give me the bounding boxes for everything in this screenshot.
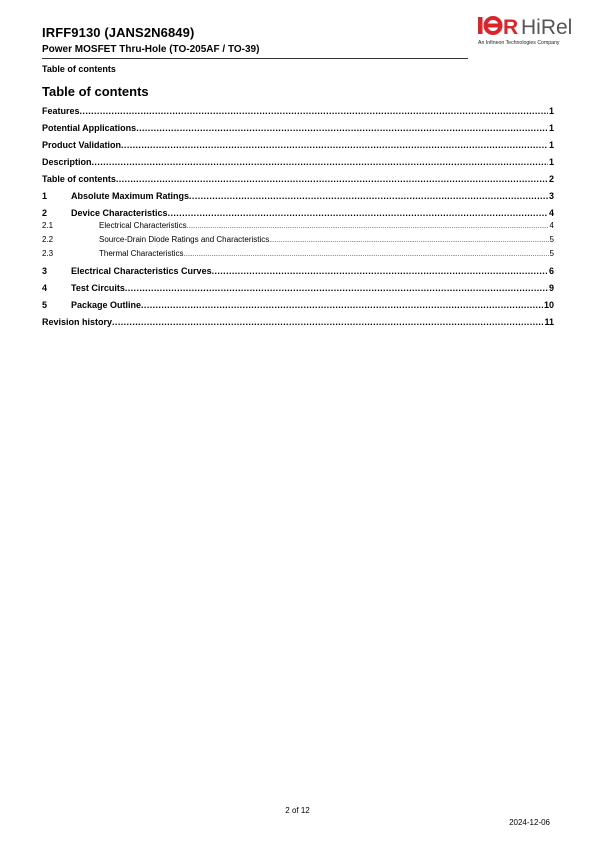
toc-dot-leader	[112, 317, 543, 327]
toc-entry-title: Features	[42, 106, 80, 116]
toc-dot-leader	[212, 266, 548, 276]
header-divider	[42, 58, 468, 59]
toc-entry[interactable]	[42, 208, 554, 220]
logo-o-mark	[484, 18, 502, 33]
toc-dot-leader	[80, 106, 548, 116]
toc-dot-leader	[116, 174, 548, 184]
logo-tagline: An Infineon Technologies Company	[478, 40, 560, 46]
toc-entry-page: 1	[548, 140, 554, 150]
toc-entry[interactable]	[42, 300, 554, 312]
toc-dot-leader	[141, 300, 543, 310]
toc-dot-leader	[189, 191, 548, 201]
toc-entry[interactable]	[42, 174, 554, 186]
toc-entry-title: Package Outline	[71, 300, 142, 310]
toc-entry-number: 2	[42, 208, 48, 218]
toc-dot-leader	[121, 140, 548, 150]
toc-heading: Table of contents	[42, 84, 149, 99]
logo-i-bar	[478, 17, 483, 34]
toc-entry-title: Revision history	[42, 317, 113, 327]
toc-entry-page: 4	[549, 221, 554, 230]
toc-entry[interactable]	[42, 123, 554, 135]
toc-entry-number: 1	[42, 191, 48, 201]
toc-entry-title: Electrical Characteristics Curves	[71, 266, 212, 276]
toc-dot-leader	[168, 208, 548, 218]
toc-entry[interactable]	[42, 106, 554, 118]
toc-entry-page: 4	[548, 208, 554, 218]
toc-entry-page: 2	[548, 174, 554, 184]
toc-entry-title: Test Circuits	[71, 283, 125, 293]
toc-dot-leader	[136, 123, 548, 133]
document-date: 2024-12-06	[509, 818, 550, 827]
toc-entry-title: Source-Drain Diode Ratings and Characteristics	[99, 235, 270, 244]
toc-entry-number: 2.2	[42, 235, 54, 244]
toc-entry-title: Potential Applications	[42, 123, 137, 133]
document-subtitle: Power MOSFET Thru-Hole (TO-205AF / TO-39)	[42, 44, 260, 55]
toc-entry[interactable]	[42, 140, 554, 152]
toc-entry-page: 11	[544, 317, 554, 327]
toc-entry-title: Thermal Characteristics	[99, 249, 184, 258]
document-title: IRFF9130 (JANS2N6849)	[42, 25, 195, 40]
toc-dot-leader	[187, 224, 549, 230]
toc-dot-leader	[92, 157, 548, 167]
logo-r-letter: R	[503, 16, 519, 39]
page-number: 2 of 12	[285, 806, 310, 815]
running-section-title: Table of contents	[42, 64, 116, 74]
toc-entry-number: 2.3	[42, 249, 54, 258]
toc-entry[interactable]	[42, 191, 554, 203]
toc-entry[interactable]	[42, 235, 554, 246]
toc-entry-number: 4	[42, 283, 48, 293]
toc-entry[interactable]	[42, 249, 554, 260]
toc-dot-leader	[183, 252, 548, 258]
toc-entry-title: Description	[42, 157, 92, 167]
toc-entry-title: Absolute Maximum Ratings	[71, 191, 190, 201]
toc-entry-page: 10	[543, 300, 554, 310]
toc-entry-page: 6	[548, 266, 554, 276]
toc-entry-page: 5	[549, 249, 554, 258]
toc-entry-title: Table of contents	[42, 174, 116, 184]
toc-entry[interactable]	[42, 221, 554, 232]
toc-dot-leader	[125, 283, 548, 293]
toc-entry-page: 5	[549, 235, 554, 244]
toc-entry-number: 5	[42, 300, 48, 310]
toc-entry-title: Product Validation	[42, 140, 122, 150]
toc-entry-page: 1	[548, 157, 554, 167]
toc-entry-page: 3	[548, 191, 554, 201]
toc-entry[interactable]	[42, 157, 554, 169]
toc-dot-leader	[269, 238, 548, 244]
toc-entry[interactable]	[42, 317, 554, 329]
toc-entry-number: 2.1	[42, 221, 54, 230]
toc-entry[interactable]	[42, 283, 554, 295]
toc-entry-page: 1	[548, 106, 554, 116]
toc-entry-title: Electrical Characteristics	[99, 221, 187, 230]
toc-entry-page: 1	[548, 123, 554, 133]
toc-entry-page: 9	[548, 283, 554, 293]
toc-entry-number: 3	[42, 266, 48, 276]
toc-entry-title: Device Characteristics	[71, 208, 168, 218]
toc-entry[interactable]	[42, 266, 554, 278]
logo-hirel-text: HiRel	[521, 16, 573, 39]
